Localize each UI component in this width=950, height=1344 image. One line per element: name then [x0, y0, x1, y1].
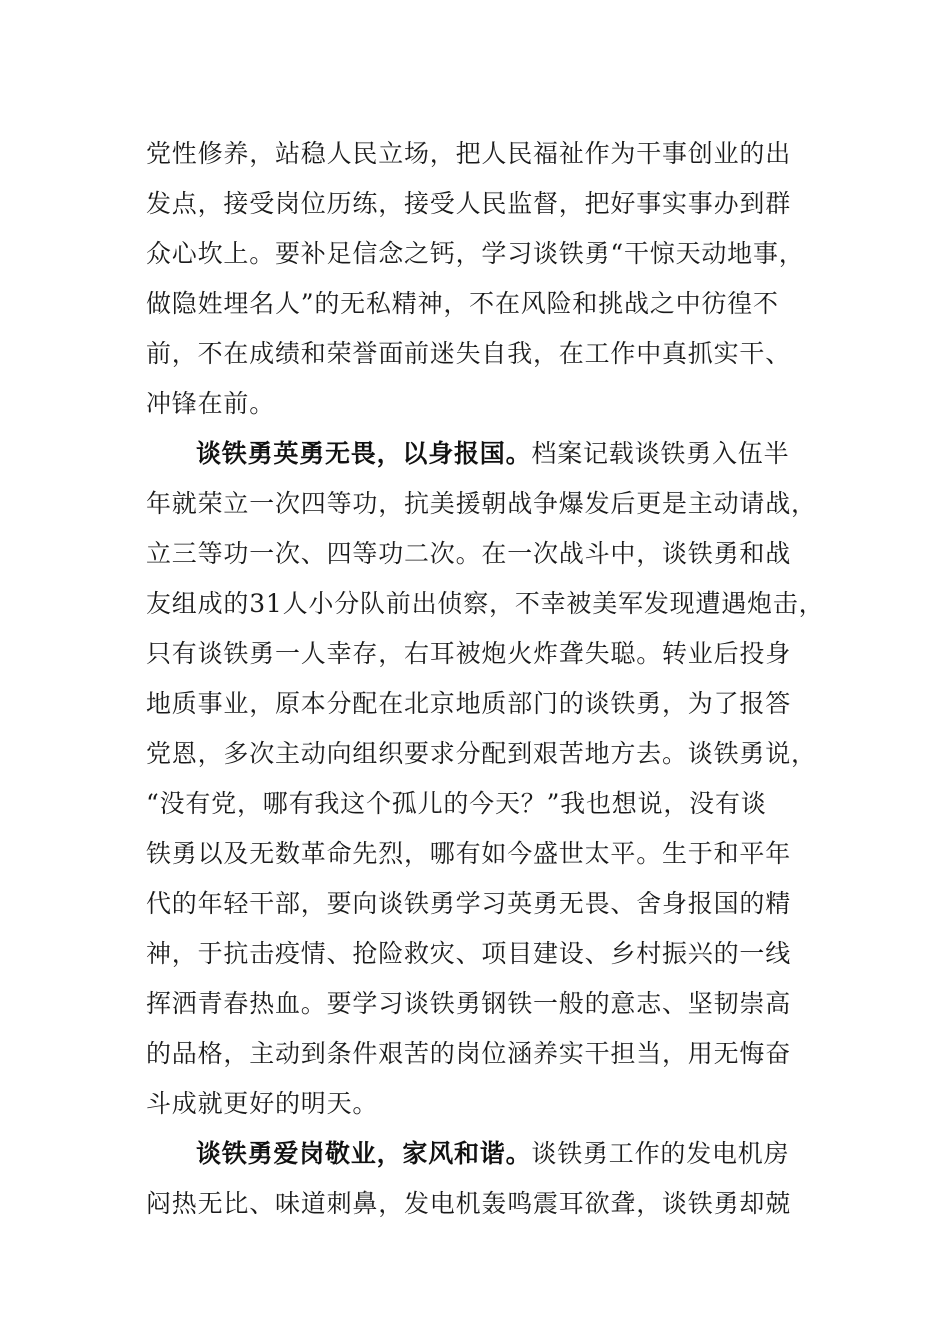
- text-line: 地质事业，原本分配在北京地质部门的谈铁勇，为了报答: [146, 689, 792, 718]
- text-line: 友组成的31人小分队前出侦察，不幸被美军发现遭遇炮击，: [146, 589, 825, 618]
- text-line: 前，不在成绩和荣誉面前迷失自我，在工作中真抓实干、: [146, 339, 792, 368]
- paragraph-heading: 谈铁勇爱岗敬业，家风和谐。: [196, 1139, 532, 1168]
- text-line: 铁勇以及无数革命先烈，哪有如今盛世太平。生于和平年: [146, 839, 792, 868]
- text-line: 党性修养，站稳人民立场，把人民福祉作为干事创业的出: [146, 139, 792, 168]
- text-line: 立三等功一次、四等功二次。在一次战斗中，谈铁勇和战: [146, 539, 792, 568]
- text-line: 冲锋在前。: [146, 389, 276, 418]
- text-line: 年就荣立一次四等功，抗美援朝战争爆发后更是主动请战，: [146, 489, 817, 518]
- text-line: 发点，接受岗位历练，接受人民监督，把好事实事办到群: [146, 189, 792, 218]
- text-line: 党恩，多次主动向组织要求分配到艰苦地方去。谈铁勇说，: [146, 739, 817, 768]
- paragraph-first-line: 谈铁勇爱岗敬业，家风和谐。谈铁勇工作的发电机房: [196, 1139, 790, 1168]
- text-line: 做隐姓埋名人”的无私精神，不在风险和挑战之中彷徨不: [146, 289, 779, 318]
- body-text: [146, 129, 825, 1229]
- paragraph-heading: 谈铁勇英勇无畏，以身报国。: [196, 439, 532, 468]
- text-line: 只有谈铁勇一人幸存，右耳被炮火炸聋失聪。转业后投身: [146, 639, 792, 668]
- text-line: 代的年轻干部，要向谈铁勇学习英勇无畏、舍身报国的精: [146, 889, 792, 918]
- paragraph-first-line: 谈铁勇英勇无畏，以身报国。档案记载谈铁勇入伍半: [196, 439, 790, 468]
- text-line: 挥洒青春热血。要学习谈铁勇钢铁一般的意志、坚韧崇高: [146, 989, 792, 1018]
- text-line: 的品格，主动到条件艰苦的岗位涵养实干担当，用无悔奋: [146, 1039, 792, 1068]
- text-line: 神，于抗击疫情、抢险救灾、项目建设、乡村振兴的一线: [146, 939, 792, 968]
- text-line: 众心坎上。要补足信念之钙，学习谈铁勇“干惊天动地事，: [146, 239, 805, 268]
- text-line: “没有党，哪有我这个孤儿的今天？”我也想说，没有谈: [146, 789, 767, 818]
- text-line: 斗成就更好的明天。: [146, 1089, 379, 1118]
- text-line: 闷热无比、味道刺鼻，发电机轰鸣震耳欲聋，谈铁勇却兢: [146, 1189, 792, 1218]
